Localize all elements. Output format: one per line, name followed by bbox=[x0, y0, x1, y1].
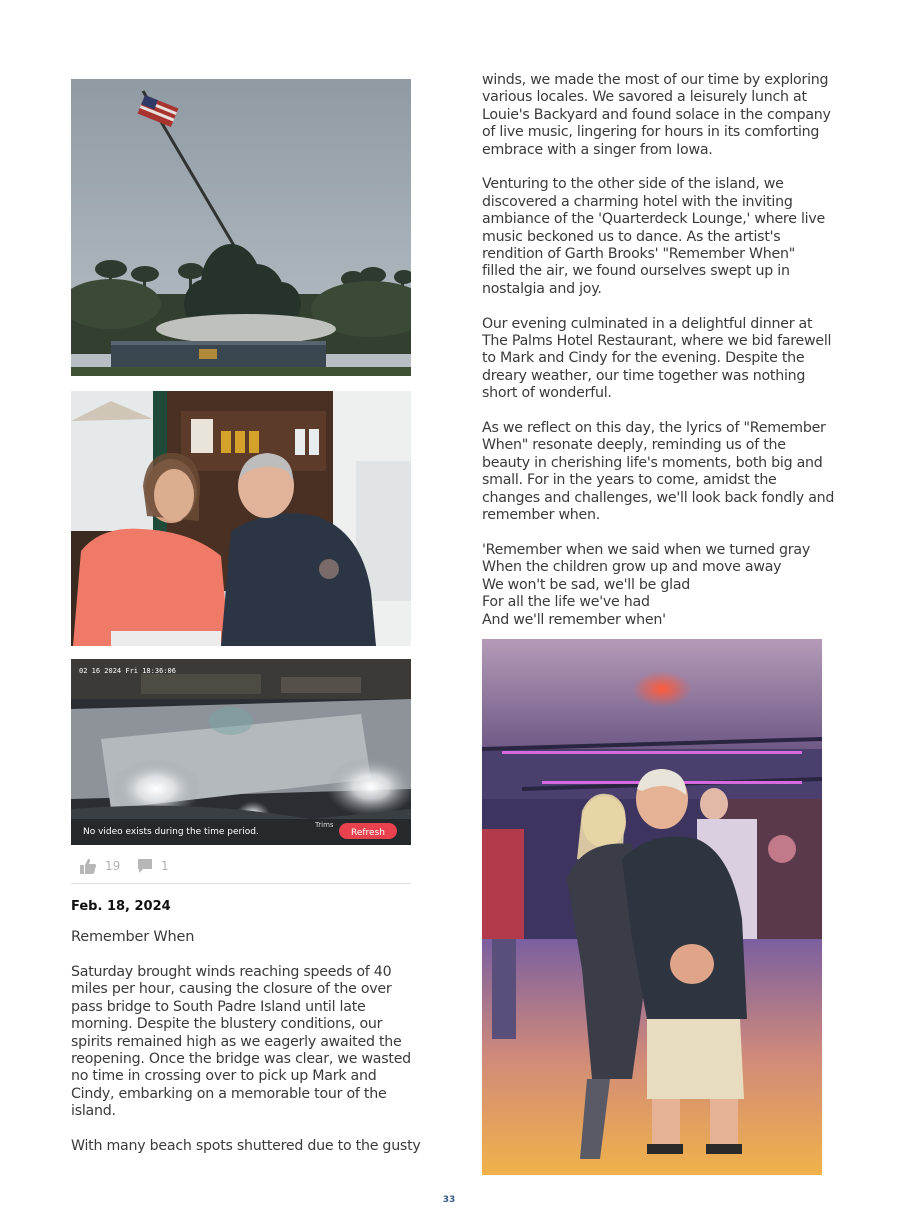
camera-notice: No video exists during the time period. bbox=[83, 827, 259, 837]
body-line: pass bridge to South Padre Island until late bbox=[71, 998, 366, 1015]
song-lyrics bbox=[482, 542, 827, 629]
lyric-line: We won't be sad, we'll be glad bbox=[482, 576, 691, 593]
body-line: miles per hour, causing the closure of the over bbox=[71, 981, 392, 998]
refresh-button-label: Refresh bbox=[351, 828, 385, 838]
body-paragraph bbox=[71, 1138, 421, 1155]
camera-timestamp: 02 16 2024 Fri 18:36:06 bbox=[79, 667, 176, 675]
body-line: remember when. bbox=[482, 507, 601, 524]
body-line: When" resonate deeply, reminding us of the bbox=[482, 437, 786, 454]
body-line: various locales. We savored a leisurely lunch at bbox=[482, 89, 807, 106]
body-line: nostalgia and joy. bbox=[482, 280, 602, 297]
body-line: With many beach spots shuttered due to the gusty bbox=[71, 1138, 421, 1155]
body-line: spirits remained high as we eagerly awaited the bbox=[71, 1033, 402, 1050]
post-title: Remember When bbox=[71, 929, 195, 945]
body-line: Cindy, embarking on a memorable tour of the bbox=[71, 1085, 387, 1102]
post-body-left bbox=[71, 964, 421, 1173]
post-body-right bbox=[482, 72, 835, 629]
body-line: winds, we made the most of our time by exploring bbox=[482, 72, 829, 88]
body-line: Venturing to the other side of the island, we bbox=[482, 176, 784, 193]
body-paragraph bbox=[482, 176, 827, 298]
body-line: As we reflect on this day, the lyrics of "Remember bbox=[482, 420, 826, 437]
body-paragraph bbox=[71, 964, 416, 1121]
camera-watermark: Trims bbox=[315, 821, 334, 829]
body-line: filled the air, we found ourselves swept up in bbox=[482, 263, 790, 280]
security-camera-snapshot bbox=[71, 659, 411, 845]
body-line: beauty in cherishing life's moments, both big and bbox=[482, 454, 823, 471]
body-line: island. bbox=[71, 1103, 116, 1120]
lyric-line: For all the life we've had bbox=[482, 594, 650, 611]
body-paragraph bbox=[482, 315, 832, 403]
body-line: small. For in the years to come, amidst the bbox=[482, 472, 777, 489]
speech-bubble-icon[interactable] bbox=[137, 858, 153, 874]
body-line: dreary weather, our time together was nothing bbox=[482, 367, 806, 384]
body-line: short of wonderful. bbox=[482, 385, 612, 402]
body-paragraph bbox=[482, 420, 835, 524]
body-line: to Mark and Cindy for the evening. Despite the bbox=[482, 350, 805, 367]
refresh-button[interactable] bbox=[339, 823, 397, 839]
body-line: of live music, lingering for hours in its comforting bbox=[482, 124, 820, 141]
body-line: rendition of Garth Brooks' "Remember When" bbox=[482, 246, 795, 263]
lyric-line: When the children grow up and move away bbox=[482, 559, 782, 576]
lyric-line: And we'll remember when' bbox=[482, 611, 666, 628]
body-paragraph bbox=[482, 72, 831, 159]
page-number: 33 bbox=[442, 1195, 456, 1205]
body-line: discovered a charming hotel with the inviting bbox=[482, 193, 793, 210]
comments-count: 1 bbox=[161, 859, 169, 873]
body-line: ambiance of the 'Quarterdeck Lounge,' where live bbox=[482, 211, 825, 228]
dancing-couple-photo bbox=[482, 639, 822, 1175]
post-date: Feb. 18, 2024 bbox=[71, 899, 171, 914]
lyric-line: 'Remember when we said when we turned gray bbox=[482, 541, 810, 558]
body-line: reopening. Once the bridge was clear, we wasted bbox=[71, 1051, 411, 1068]
body-line: The Palms Hotel Restaurant, where we bid farewell bbox=[482, 333, 832, 350]
body-line: music beckoned us to dance. As the artist's bbox=[482, 228, 781, 245]
body-line: no time in crossing over to pick up Mark and bbox=[71, 1068, 377, 1085]
body-line: morning. Despite the blustery conditions, our bbox=[71, 1016, 383, 1033]
likes-count: 19 bbox=[105, 859, 121, 873]
body-line: Our evening culminated in a delightful dinner at bbox=[482, 315, 813, 332]
social-bar bbox=[71, 855, 411, 884]
thumbs-up-icon[interactable] bbox=[79, 857, 97, 875]
body-line: embrace with a singer from Iowa. bbox=[482, 141, 713, 158]
body-line: Saturday brought winds reaching speeds of 40 bbox=[71, 964, 392, 980]
memorial-statue-photo bbox=[71, 79, 411, 376]
body-line: Louie's Backyard and found solace in the company bbox=[482, 106, 831, 123]
body-line: changes and challenges, we'll look back fondly and bbox=[482, 489, 835, 506]
couple-restaurant-photo bbox=[71, 391, 411, 646]
